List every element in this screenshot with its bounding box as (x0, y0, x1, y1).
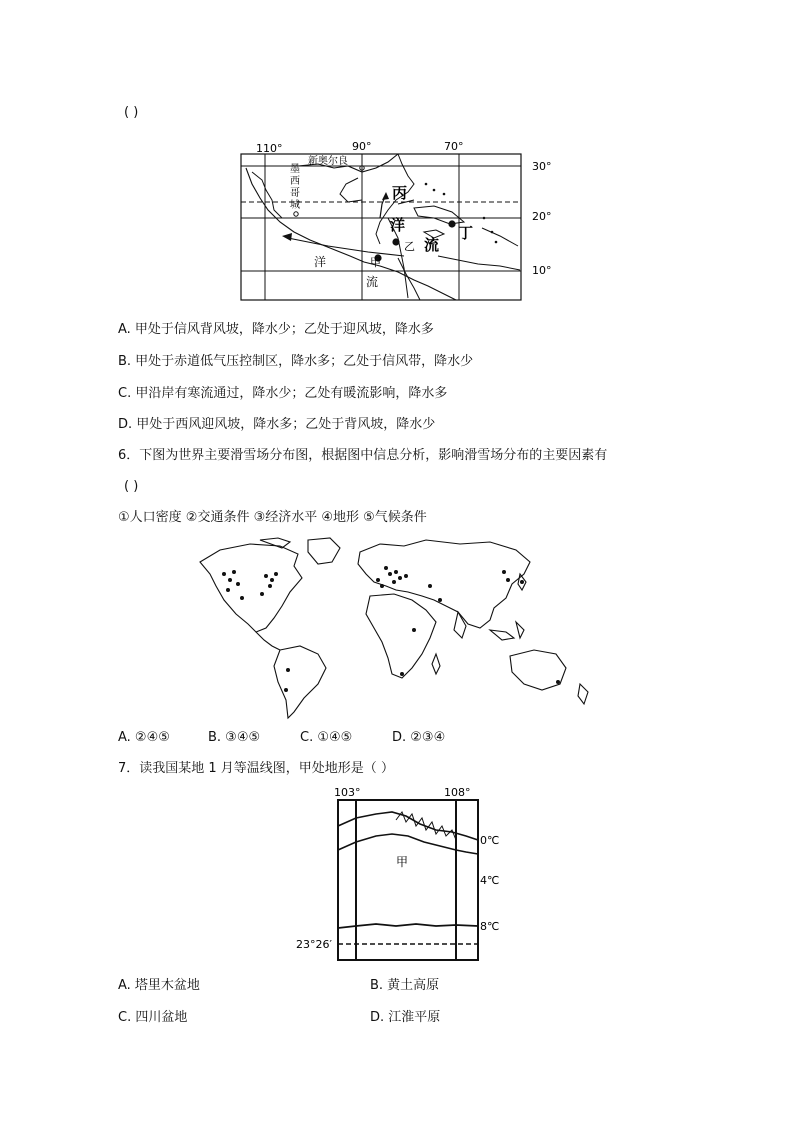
point-mexico-city (294, 212, 298, 216)
q5-answer-paren: ( ) (124, 105, 139, 120)
q7-option-d: D. 江淮平原 (370, 1010, 441, 1025)
q5-option-c: C. 甲沿岸有寒流通过，降水少；乙处有暖流影响，降水多 (118, 386, 448, 401)
lon-108: 108° (444, 786, 471, 799)
q7-stem: 7．读我国某地 1 月等温线图，甲处地形是（ ） (118, 761, 394, 776)
label-ocean-left-1: 洋 (314, 255, 327, 269)
label-yi: 乙 (404, 240, 415, 253)
lon-70: 70° (444, 140, 464, 153)
q7-option-b: B. 黄土高原 (370, 978, 440, 993)
q6-option-b: B. ③④⑤ (208, 730, 261, 745)
lon-103: 103° (334, 786, 361, 799)
world-ski-resort-map (190, 534, 610, 720)
point-yi (392, 238, 399, 245)
label-ocean-right-2: 流 (424, 236, 440, 254)
label-ocean-left-2: 流 (366, 275, 379, 289)
lon-110: 110° (256, 142, 283, 155)
label-mexico-city-3: 哥 (290, 188, 300, 199)
q5-option-b: B. 甲处于赤道低气压控制区，降水多；乙处于信风带，降水少 (118, 354, 474, 369)
q6-option-a: A. ②④⑤ (118, 730, 170, 745)
lat-10: 10° (532, 264, 552, 277)
q7-option-c: C. 四川盆地 (118, 1010, 188, 1025)
label-bing: 丙 (392, 184, 408, 202)
q5-option-a: A. 甲处于信风背风坡，降水少；乙处于迎风坡，降水多 (118, 322, 434, 337)
label-mexico-city-4: 城 (290, 200, 300, 211)
q6-answer-paren: ( ) (124, 479, 139, 494)
q6-factors: ①人口密度 ②交通条件 ③经济水平 ④地形 ⑤气候条件 (118, 510, 427, 525)
label-ocean-right-1: 洋 (390, 216, 406, 234)
point-ding (448, 220, 455, 227)
q6-stem: 6．下图为世界主要滑雪场分布图，根据图中信息分析，影响滑雪场分布的主要因素有 (118, 448, 608, 463)
label-ding: 丁 (458, 224, 474, 242)
gulf-of-mexico-map (238, 138, 568, 304)
q6-option-c: C. ①④⑤ (300, 730, 353, 745)
label-new-orleans: 新奥尔良 (308, 156, 348, 167)
label-mexico-city-1: 墨 (290, 164, 300, 175)
q5-option-d: D. 甲处于西风迎风坡，降水多；乙处于背风坡，降水少 (118, 417, 436, 432)
label-jia: 甲 (396, 855, 409, 869)
lat-23-26: 23°26′ (296, 938, 332, 951)
isotherm-0c: 0℃ (480, 834, 500, 847)
isotherm-4c: 4℃ (480, 874, 500, 887)
label-jia: 甲 (370, 256, 381, 269)
isotherm-map (296, 786, 510, 962)
label-mexico-city-2: 西 (290, 176, 300, 187)
lat-20: 20° (532, 210, 552, 223)
q7-option-a: A. 塔里木盆地 (118, 978, 200, 993)
lon-90: 90° (352, 140, 372, 153)
lat-30: 30° (532, 160, 552, 173)
isotherm-8c: 8℃ (480, 920, 500, 933)
q6-option-d: D. ②③④ (392, 730, 446, 745)
